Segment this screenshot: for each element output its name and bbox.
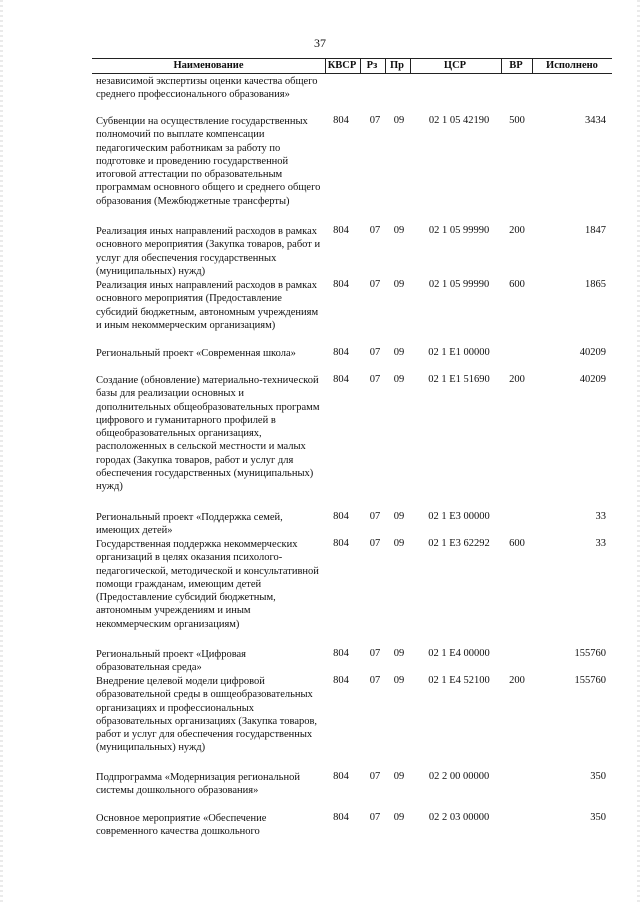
row-pr: 09 [393,511,405,522]
row-vr: 600 [509,538,525,549]
row-csr: 02 1 E4 52100 [428,675,490,686]
row-rz: 07 [369,648,381,659]
row-name: Создание (обновление) материально-технической базы для реализации основных и дополнительных общеобразовательных программ цифрового и гуманитарного профилей в общеобразовательных организациях, расположенных в сельской местности и малых городах (Закупка товаров, работ и услуг для обеспечения государственных (муниципальных) нужд) [96,375,320,493]
table-header [92,58,612,74]
row-executed: 350 [590,771,606,782]
row-rz: 07 [369,675,381,686]
table-row [92,538,612,648]
budget-table [92,58,612,840]
row-kvsr: 804 [333,511,349,522]
header-csr: ЦСР [443,60,467,71]
row-kvsr: 804 [333,812,349,823]
row-name: Региональный проект «Цифровая образовательная среда» [96,649,247,674]
row-kvsr: 804 [333,347,349,358]
table-row [92,812,612,840]
row-csr: 02 2 00 00000 [428,771,490,782]
row-csr: 02 1 05 99990 [428,279,490,290]
row-name: Реализация иных направлений расходов в рамках основного мероприятия (Закупка товаров, работ и услуг для обеспечения государственных (муниципальных) нужд) [96,226,321,277]
row-kvsr: 804 [333,374,349,385]
row-pr: 09 [393,648,405,659]
header-pr: Пр [389,60,404,71]
row-name: Государственная поддержка некоммерческих организаций в целях оказания психолого-педагогической, методической и консультативной помощи гражданам, имеющим детей (Предоставление субсидий бюджетным, автономным учреждениям и иным некоммерческим организациям) [96,539,319,630]
row-executed: 33 [595,511,606,522]
row-vr: 500 [509,115,525,126]
row-executed: 40209 [579,374,606,385]
row-executed: 1847 [585,225,606,236]
row-pr: 09 [393,115,405,126]
row-csr: 02 1 05 42190 [428,115,490,126]
row-name: Субвенции на осуществление государственных полномочий по выплате компенсации педагогическим работникам за работу по подготовке и проведению государственной итоговой аттестации по образовательным программам основного общего и среднего общего образования (Межбюджетные трансферты) [96,116,321,207]
row-rz: 07 [369,511,381,522]
row-pr: 09 [393,538,405,549]
row-csr: 02 1 E3 62292 [428,538,490,549]
row-executed: 350 [590,812,606,823]
table-row [92,511,612,538]
table-row [92,648,612,675]
row-csr: 02 1 E4 00000 [428,648,490,659]
header-executed: Исполнено [546,60,598,71]
row-executed: 3434 [585,115,606,126]
row-kvsr: 804 [333,771,349,782]
row-pr: 09 [393,225,405,236]
row-executed: 155760 [574,675,606,686]
scan-edge-left [0,0,3,905]
row-rz: 07 [369,374,381,385]
row-pr: 09 [393,771,405,782]
row-pr: 09 [393,374,405,385]
row-pr: 09 [393,347,405,358]
row-rz: 07 [369,538,381,549]
row-vr: 200 [509,225,525,236]
header-name: Наименование [173,60,244,71]
row-rz: 07 [369,279,381,290]
row-kvsr: 804 [333,279,349,290]
row-vr: 200 [509,675,525,686]
row-executed: 155760 [574,648,606,659]
row-name: Внедрение целевой модели цифровой образовательной среды в ошщеобразовательных организациях и профессиональных образовательных организациях (Закупка товаров, работ и услуг для обеспечения государственных (муниципальных) нужд) [96,676,318,754]
header-vr: ВР [509,60,523,71]
table-row [92,675,612,771]
table-row [92,771,612,812]
table-row [92,347,612,374]
header-rz: Рз [366,60,378,71]
row-csr: 02 1 05 99990 [428,225,490,236]
row-kvsr: 804 [333,675,349,686]
page-number: 37 [314,36,326,50]
row-name: Подпрограмма «Модернизация региональной системы дошкольного образования» [96,772,300,797]
row-name: Региональный проект «Современная школа» [96,348,296,359]
table-row-continuation [92,74,612,115]
row-rz: 07 [369,115,381,126]
row-csr: 02 1 E1 51690 [428,374,490,385]
row-rz: 07 [369,347,381,358]
row-pr: 09 [393,279,405,290]
row-rz: 07 [369,812,381,823]
row-csr: 02 2 03 00000 [428,812,490,823]
row-name: Основное мероприятие «Обеспечение современного качества дошкольного [96,813,267,838]
row-csr: 02 1 E1 00000 [428,347,490,358]
row-pr: 09 [393,812,405,823]
row-kvsr: 804 [333,648,349,659]
row-executed: 33 [595,538,606,549]
row-kvsr: 804 [333,538,349,549]
row-csr: 02 1 E3 00000 [428,511,490,522]
table-row [92,225,612,279]
header-kvsr: КВСР [327,60,357,71]
row-rz: 07 [369,771,381,782]
row-kvsr: 804 [333,225,349,236]
row-kvsr: 804 [333,115,349,126]
row-pr: 09 [393,675,405,686]
row-vr: 200 [509,374,525,385]
row-rz: 07 [369,225,381,236]
row-name: Региональный проект «Поддержка семей, имеющих детей» [96,512,283,537]
table-row [92,374,612,511]
row-vr: 600 [509,279,525,290]
table-row [92,279,612,347]
row-executed: 1865 [585,279,606,290]
table-row [92,115,612,225]
row-name: Реализация иных направлений расходов в рамках основного мероприятия (Предоставление субсидий бюджетным, автономным учреждениям и иным некоммерческим организациям) [96,280,319,331]
row-executed: 40209 [579,347,606,358]
row-name: независимой экспертизы оценки качества общего среднего профессионального образования» [96,76,318,101]
